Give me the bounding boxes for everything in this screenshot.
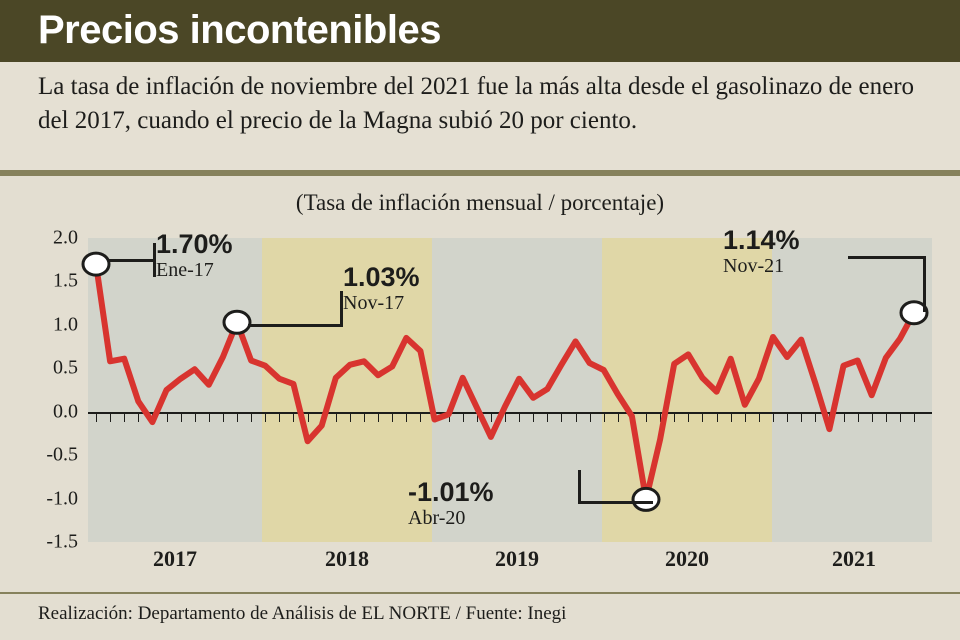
ytick-label--0.5: -0.5: [46, 443, 78, 466]
subhead-block: [0, 62, 960, 170]
leader-line-abr-20: [578, 501, 653, 504]
annotation-value: 1.14%: [723, 225, 800, 255]
inflation-line-series: [88, 238, 932, 542]
leader-tick-abr-20: [578, 470, 581, 504]
annotation-label: Ene-17: [156, 259, 214, 281]
footer-band: [0, 594, 960, 640]
chart-subtitle: (Tasa de inflación mensual / porcentaje): [295, 190, 665, 215]
leader-tick-nov-17: [340, 291, 343, 327]
xtick-label-2019: 2019: [495, 546, 539, 571]
annotation-value: -1.01%: [408, 477, 494, 507]
annotation-nov-17: [343, 263, 420, 315]
leader-line-nov-21: [848, 256, 926, 259]
deck-text: La tasa de inflación de noviembre del 2021 fue la más alta desde el gasolinazo de enero del 2017, cuando el precio de la Magna subió 20 por ciento.: [38, 73, 915, 134]
annotation-abr-20: [408, 478, 494, 530]
leader-line-ene-17: [108, 259, 156, 262]
leader-tick-ene-17: [153, 243, 156, 277]
leader-line-nov-17: [248, 324, 343, 327]
xtick-label-2020: 2020: [665, 546, 709, 571]
xtick-label-2021: 2021: [832, 546, 876, 571]
xtick-label-2017: 2017: [153, 546, 197, 571]
annotation-label: Nov-21: [723, 255, 785, 277]
annotation-nov-21: [723, 226, 800, 278]
ytick-label-2.0: 2.0: [53, 226, 78, 249]
page-title: Precios incontenibles: [38, 8, 441, 52]
ytick-label-1.0: 1.0: [53, 313, 78, 336]
plot-region: [46, 225, 932, 571]
ytick-label--1.5: -1.5: [46, 530, 78, 553]
chart-area: [0, 176, 960, 592]
leader-tick-nov-21: [923, 256, 926, 312]
ytick-label-0.0: 0.0: [53, 400, 78, 423]
annotation-value: 1.03%: [343, 262, 420, 292]
annotation-label: Abr-20: [408, 507, 466, 529]
ytick-label-1.5: 1.5: [53, 269, 78, 292]
ytick-label--1.0: -1.0: [46, 487, 78, 510]
credit-text: Realización: Departamento de Análisis de EL NORTE / Fuente: Inegi: [38, 603, 567, 624]
header-band: [0, 0, 960, 62]
annotation-value: 1.70%: [156, 229, 233, 259]
xtick-label-2018: 2018: [325, 546, 369, 571]
annotation-label: Nov-17: [343, 292, 405, 314]
annotation-ene-17: [156, 230, 233, 282]
ytick-label-0.5: 0.5: [53, 356, 78, 379]
